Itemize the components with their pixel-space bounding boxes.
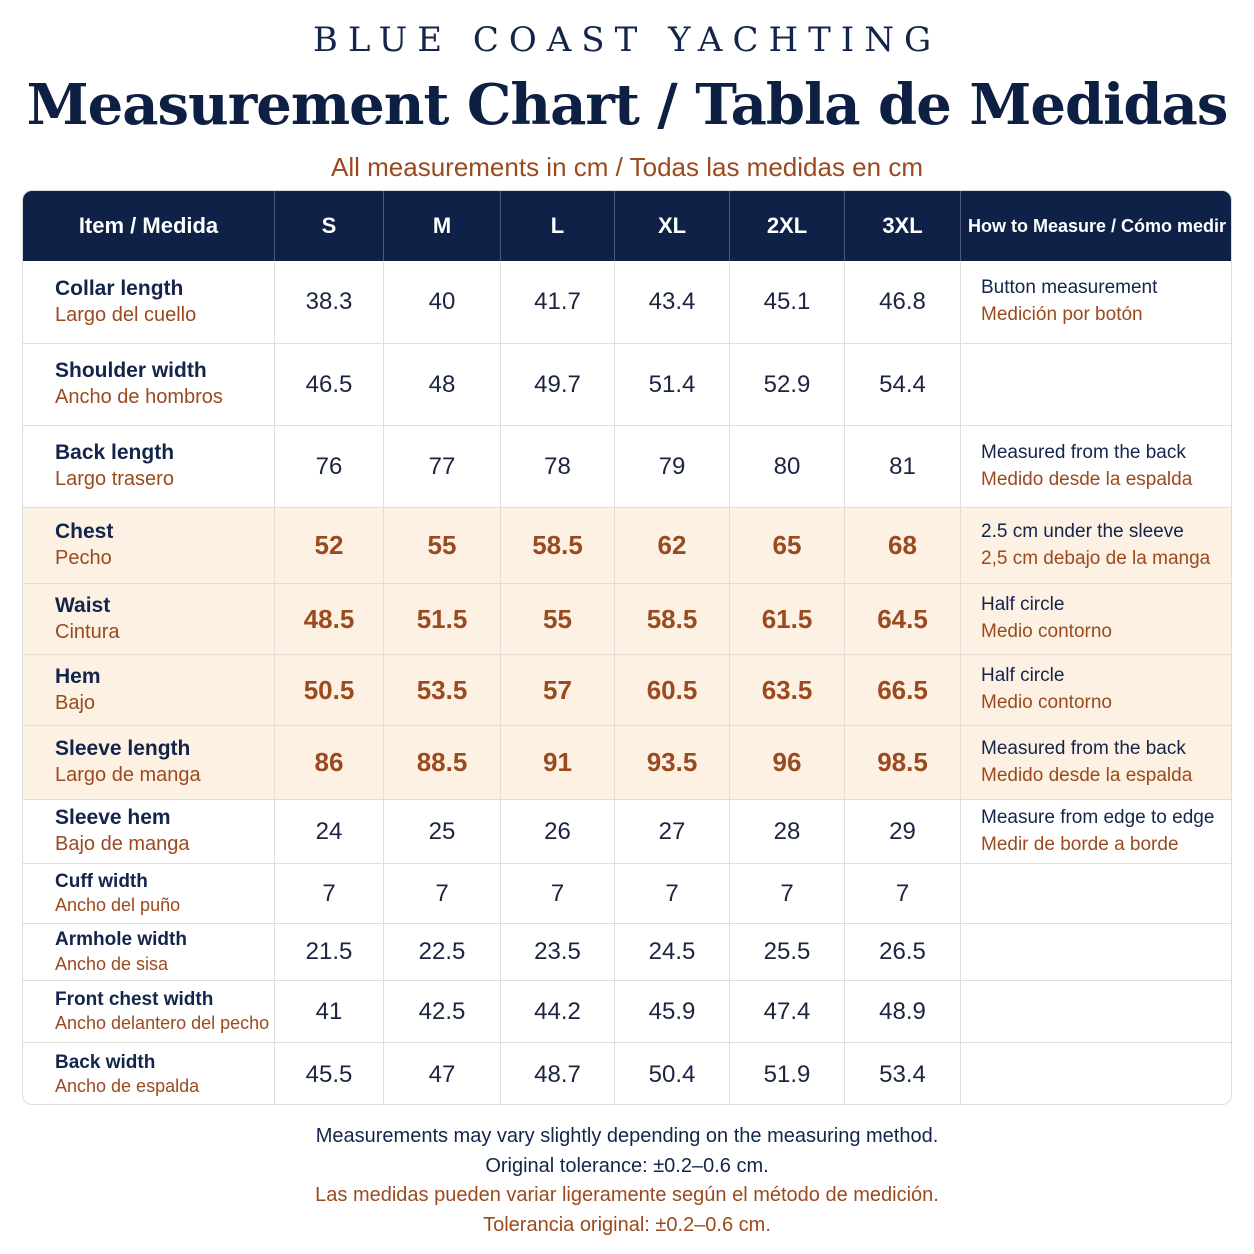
measurement-value: 64.5 (877, 603, 928, 634)
item-name-en: Sleeve length (55, 737, 191, 761)
how-text-es: Medir de borde a borde (981, 833, 1179, 855)
measurement-value: 46.8 (879, 288, 926, 315)
item-name-en: Waist (55, 593, 111, 617)
measurement-value: 43.4 (648, 288, 696, 315)
row-label-front-chest-width (23, 981, 275, 1043)
cell-collar-length-xl (615, 261, 730, 344)
cell-collar-length-3xl (845, 261, 961, 344)
measurement-value: 78 (544, 452, 571, 480)
measurement-value: 48.9 (879, 997, 926, 1025)
cell-front-chest-width-l (501, 981, 615, 1043)
how-to-measure-sleeve-length (961, 726, 1232, 800)
cell-waist-3xl (845, 584, 961, 655)
cell-chest-l (501, 508, 615, 584)
measurement-value: 23.5 (534, 938, 581, 965)
measurement-value: 44.2 (534, 997, 581, 1025)
cell-cuff-width-2xl (730, 864, 845, 924)
cell-armhole-width-2xl (730, 924, 845, 981)
cell-sleeve-hem-s (275, 800, 384, 864)
cell-shoulder-width-s (275, 344, 384, 426)
measurement-value: 25.5 (763, 938, 811, 965)
item-name-en: Hem (55, 664, 101, 688)
cell-front-chest-width-s (275, 981, 384, 1043)
row-label-cuff-width (23, 864, 275, 924)
cell-back-length-m (384, 426, 501, 508)
header-item: Item / Medida (23, 191, 275, 261)
cell-back-length-s (275, 426, 384, 508)
measurement-value: 7 (665, 879, 679, 907)
note-en-1: Measurements may vary slightly depending on the measuring method. (315, 1125, 939, 1147)
row-label-back-width (23, 1043, 275, 1105)
measurement-value: 77 (428, 452, 456, 480)
item-name-es: Bajo (55, 691, 96, 714)
cell-back-width-m (384, 1043, 501, 1105)
how-to-measure-back-length (961, 426, 1232, 508)
brand-name: BLUE COAST YACHTING (312, 20, 942, 60)
measurement-value: 46.5 (305, 370, 353, 398)
item-name-en: Armhole width (55, 929, 187, 951)
measurement-value: 76 (315, 452, 343, 480)
cell-sleeve-length-s (275, 726, 384, 800)
measurement-value: 24.5 (648, 938, 696, 965)
item-name-es: Bajo de manga (55, 833, 190, 856)
item-name-es: Ancho delantero del pecho (55, 1013, 270, 1034)
header-size-2xl: 2XL (730, 191, 845, 261)
cell-sleeve-length-xl (615, 726, 730, 800)
cell-sleeve-length-m (384, 726, 501, 800)
how-text-es: Medido desde la espalda (981, 764, 1193, 786)
how-text-en: Half circle (981, 665, 1065, 687)
cell-cuff-width-m (384, 864, 501, 924)
cell-back-width-2xl (730, 1043, 845, 1105)
note-en-2: Original tolerance: ±0.2–0.6 cm. (485, 1154, 769, 1177)
cell-shoulder-width-m (384, 344, 501, 426)
cell-front-chest-width-3xl (845, 981, 961, 1043)
cell-waist-xl (615, 584, 730, 655)
item-name-es: Largo trasero (55, 468, 174, 491)
measurement-value: 24 (315, 817, 343, 845)
row-label-sleeve-hem (23, 800, 275, 864)
cell-armhole-width-l (501, 924, 615, 981)
item-name-es: Cintura (55, 620, 120, 643)
cell-collar-length-s (275, 261, 384, 344)
measurement-value: 53.5 (416, 674, 468, 705)
item-name-en: Shoulder width (55, 359, 207, 383)
measurement-value: 7 (780, 879, 794, 907)
cell-armhole-width-m (384, 924, 501, 981)
cell-cuff-width-xl (615, 864, 730, 924)
cell-collar-length-2xl (730, 261, 845, 344)
cell-hem-xl (615, 655, 730, 726)
measurement-value: 48.5 (303, 603, 355, 634)
measurement-value: 80 (773, 452, 801, 480)
measurement-value: 45.9 (648, 997, 696, 1025)
measurement-value: 47 (428, 1060, 456, 1088)
measurement-value: 29 (889, 817, 916, 845)
cell-armhole-width-s (275, 924, 384, 981)
cell-shoulder-width-xl (615, 344, 730, 426)
cell-chest-xl (615, 508, 730, 584)
how-to-measure-waist (961, 584, 1232, 655)
cell-cuff-width-l (501, 864, 615, 924)
measurement-value: 65 (772, 530, 802, 560)
measurement-value: 58.5 (646, 603, 698, 634)
how-to-measure-back-width (961, 1043, 1232, 1105)
item-name-es: Largo del cuello (55, 303, 197, 326)
how-text-en: Measure from edge to edge (981, 806, 1215, 828)
item-name-es: Ancho de sisa (55, 953, 169, 974)
cell-hem-3xl (845, 655, 961, 726)
row-label-shoulder-width (23, 344, 275, 426)
cell-collar-length-m (384, 261, 501, 344)
item-name-en: Front chest width (55, 988, 214, 1010)
cell-waist-s (275, 584, 384, 655)
measurement-value: 45.5 (305, 1060, 353, 1088)
measurement-value: 93.5 (646, 747, 698, 777)
cell-back-width-3xl (845, 1043, 961, 1105)
measurement-value: 50.4 (648, 1060, 696, 1088)
header-how-to-measure: How to Measure / Cómo medir (961, 191, 1232, 261)
measurement-value: 60.5 (646, 674, 698, 705)
cell-armhole-width-xl (615, 924, 730, 981)
measurement-value: 7 (435, 879, 449, 907)
item-name-en: Chest (55, 520, 114, 544)
cell-cuff-width-3xl (845, 864, 961, 924)
cell-back-width-xl (615, 1043, 730, 1105)
how-text-en: Measured from the back (981, 441, 1186, 463)
measurement-value: 68 (888, 530, 917, 560)
cell-back-length-3xl (845, 426, 961, 508)
cell-hem-l (501, 655, 615, 726)
measurement-value: 61.5 (761, 603, 813, 634)
how-to-measure-front-chest-width (961, 981, 1232, 1043)
how-to-measure-hem (961, 655, 1232, 726)
row-label-armhole-width (23, 924, 275, 981)
measurement-value: 48 (428, 370, 456, 398)
cell-chest-s (275, 508, 384, 584)
measurement-value: 55 (427, 530, 457, 560)
cell-shoulder-width-l (501, 344, 615, 426)
measurement-value: 81 (889, 452, 916, 480)
measurement-value: 21.5 (305, 938, 353, 965)
cell-hem-m (384, 655, 501, 726)
measurement-value: 51.5 (416, 603, 468, 634)
measurement-value: 38.3 (305, 288, 353, 315)
row-label-back-length (23, 426, 275, 508)
how-text-en: Measured from the back (981, 737, 1186, 759)
item-name-es: Ancho de espalda (55, 1076, 200, 1097)
item-name-en: Back width (55, 1051, 156, 1073)
measurement-grid (23, 191, 1232, 1105)
measurement-value: 7 (895, 879, 910, 907)
item-name-en: Cuff width (55, 870, 148, 892)
cell-back-width-s (275, 1043, 384, 1105)
measurement-value: 53.4 (879, 1060, 926, 1088)
row-label-chest (23, 508, 275, 584)
item-name-en: Collar length (55, 276, 184, 300)
cell-chest-m (384, 508, 501, 584)
measurement-value: 54.4 (879, 370, 926, 398)
cell-back-length-l (501, 426, 615, 508)
measurement-value: 57 (543, 674, 572, 705)
measurement-value: 51.9 (763, 1060, 811, 1088)
measurement-value: 7 (322, 879, 336, 907)
measurement-value: 52 (314, 530, 344, 560)
measurement-value: 41.7 (534, 288, 581, 315)
header-size-xl: XL (615, 191, 730, 261)
header-size-s: S (275, 191, 384, 261)
how-text-es: 2,5 cm debajo de la manga (981, 547, 1211, 569)
measurement-value: 28 (773, 817, 801, 845)
measurement-value: 91 (543, 747, 572, 777)
cell-waist-2xl (730, 584, 845, 655)
row-label-waist (23, 584, 275, 655)
measurement-value: 47.4 (763, 997, 811, 1025)
measurement-table (22, 190, 1232, 1105)
item-name-es: Pecho (55, 547, 112, 570)
measurement-value: 63.5 (761, 674, 813, 705)
measurement-value: 27 (658, 817, 686, 845)
item-name-en: Back length (55, 441, 175, 465)
measurement-value: 96 (772, 747, 802, 777)
page-title: Measurement Chart / Tabla de Medidas (26, 72, 1228, 138)
cell-sleeve-hem-2xl (730, 800, 845, 864)
cell-sleeve-length-2xl (730, 726, 845, 800)
cell-back-width-l (501, 1043, 615, 1105)
measurement-value: 41 (315, 997, 343, 1025)
how-to-measure-chest (961, 508, 1232, 584)
cell-sleeve-length-3xl (845, 726, 961, 800)
measurement-value: 42.5 (418, 997, 466, 1025)
measurement-value: 40 (428, 288, 456, 315)
item-name-es: Ancho del puño (55, 895, 181, 916)
cell-sleeve-hem-m (384, 800, 501, 864)
how-to-measure-collar-length (961, 261, 1232, 344)
measurement-value: 49.7 (534, 370, 581, 398)
how-text-es: Medido desde la espalda (981, 468, 1193, 490)
cell-waist-l (501, 584, 615, 655)
cell-shoulder-width-3xl (845, 344, 961, 426)
how-text-en: Half circle (981, 594, 1065, 616)
cell-hem-s (275, 655, 384, 726)
row-label-sleeve-length (23, 726, 275, 800)
measurement-value: 7 (550, 879, 565, 907)
measurement-value: 25 (428, 817, 456, 845)
cell-armhole-width-3xl (845, 924, 961, 981)
measurement-value: 51.4 (648, 370, 696, 398)
cell-front-chest-width-m (384, 981, 501, 1043)
measurement-value: 26.5 (879, 938, 926, 965)
cell-front-chest-width-xl (615, 981, 730, 1043)
how-text-es: Medio contorno (981, 621, 1112, 642)
measurement-value: 88.5 (416, 747, 468, 777)
how-text-es: Medición por botón (981, 304, 1143, 325)
note-es-1: Las medidas pueden variar ligeramente según el método de medición. (315, 1184, 939, 1206)
page-subtitle: All measurements in cm / Todas las medidas en cm (331, 152, 923, 182)
how-to-measure-sleeve-hem (961, 800, 1232, 864)
cell-sleeve-hem-l (501, 800, 615, 864)
cell-hem-2xl (730, 655, 845, 726)
how-text-en: 2.5 cm under the sleeve (981, 520, 1184, 542)
cell-sleeve-length-l (501, 726, 615, 800)
cell-back-length-xl (615, 426, 730, 508)
cell-collar-length-l (501, 261, 615, 344)
cell-front-chest-width-2xl (730, 981, 845, 1043)
footnotes (0, 1122, 1254, 1240)
header-size-l: L (501, 191, 615, 261)
measurement-value: 52.9 (763, 370, 811, 398)
cell-chest-2xl (730, 508, 845, 584)
row-label-hem (23, 655, 275, 726)
cell-chest-3xl (845, 508, 961, 584)
note-es-2: Tolerancia original: ±0.2–0.6 cm. (483, 1213, 771, 1236)
header-size-m: M (384, 191, 501, 261)
item-name-en: Sleeve hem (55, 806, 171, 830)
cell-sleeve-hem-3xl (845, 800, 961, 864)
cell-shoulder-width-2xl (730, 344, 845, 426)
measurement-value: 58.5 (532, 530, 583, 560)
how-text-en: Button measurement (981, 277, 1158, 299)
measurement-value: 26 (544, 817, 571, 845)
row-label-collar-length (23, 261, 275, 344)
measurement-value: 22.5 (418, 938, 466, 965)
measurement-value: 55 (543, 603, 572, 634)
cell-back-length-2xl (730, 426, 845, 508)
how-text-es: Medio contorno (981, 692, 1112, 713)
measurement-value: 50.5 (303, 674, 355, 705)
how-to-measure-cuff-width (961, 864, 1232, 924)
header-size-3xl: 3XL (845, 191, 961, 261)
how-to-measure-armhole-width (961, 924, 1232, 981)
item-name-es: Largo de manga (55, 764, 201, 787)
measurement-value: 48.7 (534, 1060, 581, 1088)
measurement-value: 79 (658, 452, 686, 480)
measurement-value: 66.5 (877, 674, 928, 705)
how-to-measure-shoulder-width (961, 344, 1232, 426)
item-name-es: Ancho de hombros (55, 386, 223, 409)
measurement-value: 45.1 (763, 288, 811, 315)
cell-sleeve-hem-xl (615, 800, 730, 864)
cell-waist-m (384, 584, 501, 655)
measurement-value: 62 (657, 530, 687, 560)
measurement-value: 86 (314, 747, 344, 777)
measurement-value: 98.5 (877, 747, 928, 777)
cell-cuff-width-s (275, 864, 384, 924)
